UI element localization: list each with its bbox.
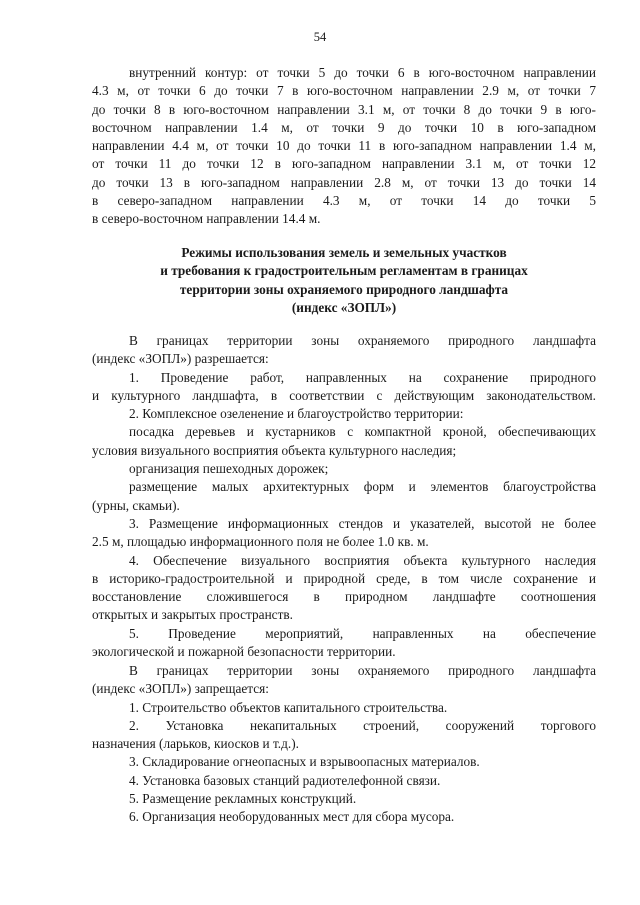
text-line: внутренний контур: от точки 5 до точки 6 в юго-восточном направлении <box>129 65 596 80</box>
text-line: 4.3 м, от точки 6 до точки 7 в юго-восточном направлении 2.9 м, от точки 7 <box>92 83 596 99</box>
heading-line: и требования к градостроительным регламентам в границах <box>160 263 528 279</box>
text-line: назначения (ларьков, киосков и т.д.). <box>92 736 299 752</box>
text-line: (индекс «ЗОПЛ») разрешается: <box>92 351 269 367</box>
allowed-section <box>92 332 596 661</box>
contour-description <box>92 64 596 229</box>
text-line: и культурного ландшафта, в соответствии с действующим законодательством. <box>92 387 596 403</box>
text-line: 1. Строительство объектов капитального строительства. <box>129 699 448 715</box>
text-line: В границах территории зоны охраняемого природного ландшафта <box>129 663 596 678</box>
text-line: 4. Обеспечение визуального восприятия объекта культурного наследия <box>129 552 596 568</box>
text-line: от точки 11 до точки 12 в юго-западном направлении 3.1 м, от точки 12 <box>92 156 596 172</box>
text-line: 2. Комплексное озеленение и благоустройство территории: <box>129 406 464 422</box>
text-line: до точки 8 в юго-восточном направлении 3.1 м, от точки 8 до точки 9 в юго- <box>92 101 596 117</box>
text-line: 6. Организация необорудованных мест для сбора мусора. <box>129 809 455 825</box>
section-heading <box>92 244 596 317</box>
text-line: 5. Проведение мероприятий, направленных на обеспечение <box>129 625 596 641</box>
text-line: В границах территории зоны охраняемого природного ландшафта <box>129 333 596 348</box>
text-line: 2.5 м, площадью информационного поля не более 1.0 кв. м. <box>92 534 429 550</box>
text-line: восстановление сложившегося в природном ландшафте соотношения <box>92 589 596 605</box>
text-line: экологической и пожарной безопасности территории. <box>92 644 396 660</box>
text-line: открытых и закрытых пространств. <box>92 607 293 623</box>
text-line: в северо-западном направлении 4.3 м, от точки 14 до точки 5 <box>92 193 596 209</box>
text-line: 1. Проведение работ, направленных на сохранение природного <box>129 369 596 385</box>
text-line: 4. Установка базовых станций радиотелефонной связи. <box>129 772 441 788</box>
text-line: посадка деревьев и кустарников с компактной кроной, обеспечивающих <box>129 424 596 440</box>
page-number: 54 <box>313 30 327 44</box>
heading-line: (индекс «ЗОПЛ») <box>291 299 397 315</box>
heading-line: Режимы использования земель и земельных участков <box>181 245 507 260</box>
text-line: размещение малых архитектурных форм и элементов благоустройства <box>129 479 596 495</box>
text-line: организация пешеходных дорожек; <box>129 461 329 477</box>
text-line: восточном направлении 1.4 м, от точки 9 до точки 10 в юго-западном <box>92 119 596 135</box>
text-line: направлении 4.4 м, от точки 10 до точки 11 в юго-западном направлении 1.4 м, <box>92 138 596 154</box>
text-line: 5. Размещение рекламных конструкций. <box>129 791 357 807</box>
text-line: (индекс «ЗОПЛ») запрещается: <box>92 681 269 697</box>
text-line: условия визуального восприятия объекта культурного наследия; <box>92 442 457 458</box>
text-line: до точки 13 в юго-западном направлении 2.8 м, от точки 13 до точки 14 <box>92 174 596 190</box>
text-line: (урны, скамьи). <box>92 497 180 513</box>
text-line: 2. Установка некапитальных строений, сооружений торгового <box>129 717 596 733</box>
prohibited-section <box>92 662 596 827</box>
heading-line: территории зоны охраняемого природного ландшафта <box>179 281 509 297</box>
text-line: 3. Размещение информационных стендов и указателей, высотой не более <box>129 515 596 531</box>
text-line: в северо-восточном направлении 14.4 м. <box>92 211 321 227</box>
text-line: в историко-градостроительной и природной среде, в том числе сохранение и <box>92 570 596 586</box>
text-line: 3. Складирование огнеопасных и взрывоопасных материалов. <box>129 754 480 770</box>
